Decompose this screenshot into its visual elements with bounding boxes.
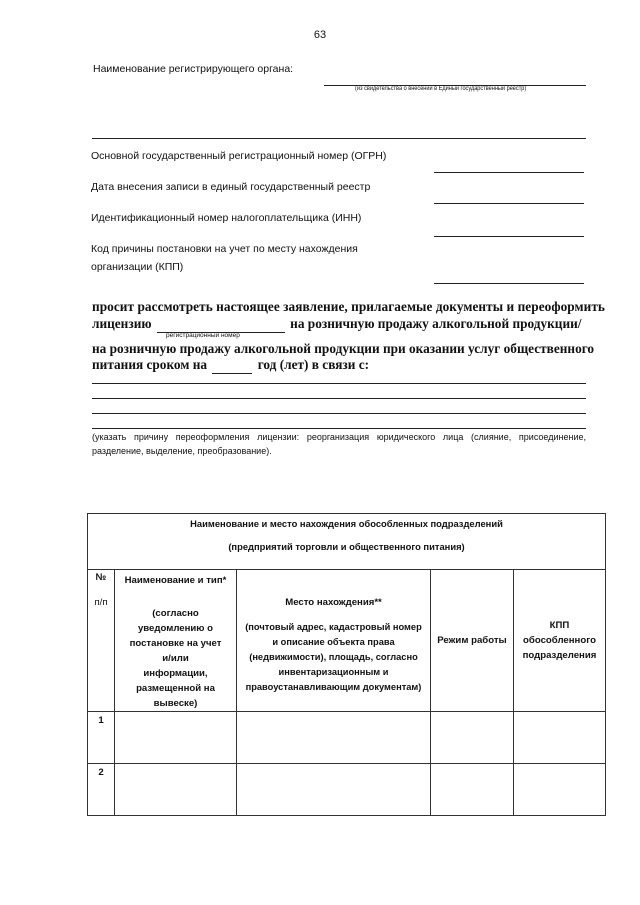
row-mode-cell[interactable] [431,712,514,764]
row-kpp-cell[interactable] [514,712,606,764]
org-label: Наименование регистрирующего органа: [93,63,294,75]
col-place-title: Место нахождения** [285,597,382,608]
reason-line-1[interactable] [92,383,586,384]
row-number-cell [88,764,115,816]
table-title-2: (предприятий торговли и общественного питания) [228,541,465,552]
request-line4-end: год (лет) в связи с: [257,357,370,372]
request-line2-end: на розничную продажу алкогольной продукции/ [290,316,582,331]
request-line2-start: лицензию [92,316,152,331]
row-number: 2 [98,767,104,778]
col-mode-label: Режим работы [437,635,507,646]
table-row [88,764,606,816]
subdivisions-table [87,513,606,816]
row-place-cell[interactable] [237,712,431,764]
table-title-row [88,514,606,570]
col-name-note: (согласно уведомлению о постановке на учет и/или информации, размещенной на вывеске) [129,608,222,709]
col-num-header [88,570,115,712]
reason-line-3[interactable] [92,413,586,414]
row-kpp-cell[interactable] [514,764,606,816]
table-title-1: Наименование и место нахождения обособленных подразделений [190,518,503,529]
ogrn-field[interactable] [434,172,584,173]
request-line4-start: питания сроком на [92,357,208,372]
date-field[interactable] [434,203,584,204]
col-num-1: № [95,572,107,583]
license-number-field[interactable] [157,316,285,333]
col-num-2: п/п [94,597,108,608]
row-name-cell[interactable] [115,712,237,764]
reason-line-4[interactable] [92,428,586,429]
row-mode-cell[interactable] [431,764,514,816]
org-name-line-2[interactable] [92,138,586,139]
inn-field[interactable] [434,236,584,237]
reg-number-label: регистрационный номер [166,332,240,339]
row-number-cell [88,712,115,764]
inn-label: Идентификационный номер налогоплательщика (ИНН) [91,212,362,224]
kpp-field[interactable] [434,283,584,284]
reason-note: (указать причину переоформления лицензии: реорганизация юридического лица (слияние, присоединение, разделение, выделение, преобразование). [92,432,586,456]
page-number: 63 [313,29,327,41]
request-line2 [92,316,581,333]
kpp-label-line1: Код причины постановки на учет по месту нахождения [91,243,358,255]
table-title-cell [88,514,606,570]
row-number: 1 [98,715,104,726]
row-place-cell[interactable] [237,764,431,816]
col-name-header [115,570,237,712]
kpp-label-line2: организации (КПП) [91,261,184,273]
col-name-title: Наименование и тип* [124,575,227,586]
col-place-note: (почтовый адрес, кадастровый номер и описание объекта права (недвижимости), площадь, согласно инвентаризационным и правоустанавливающим документам) [245,622,422,692]
date-label: Дата внесения записи в единый государственный реестр [91,181,371,193]
table-header-row [88,570,606,712]
col-kpp-label: КПП обособленного подразделения [522,620,597,661]
request-line4 [92,357,369,374]
col-place-header [237,570,431,712]
table-row [88,712,606,764]
col-mode-header [431,570,514,712]
org-note: (из свидетельства о внесении в Единый государственный реестр) [355,86,527,92]
row-name-cell[interactable] [115,764,237,816]
request-line3: на розничную продажу алкогольной продукции при оказании услуг общественного [92,341,595,356]
term-years-field[interactable] [212,357,252,374]
request-line1: просит рассмотреть настоящее заявление, прилагаемые документы и переоформить [92,299,606,314]
col-kpp-header [514,570,606,712]
reason-line-2[interactable] [92,398,586,399]
ogrn-label: Основной государственный регистрационный номер (ОГРН) [91,150,387,162]
